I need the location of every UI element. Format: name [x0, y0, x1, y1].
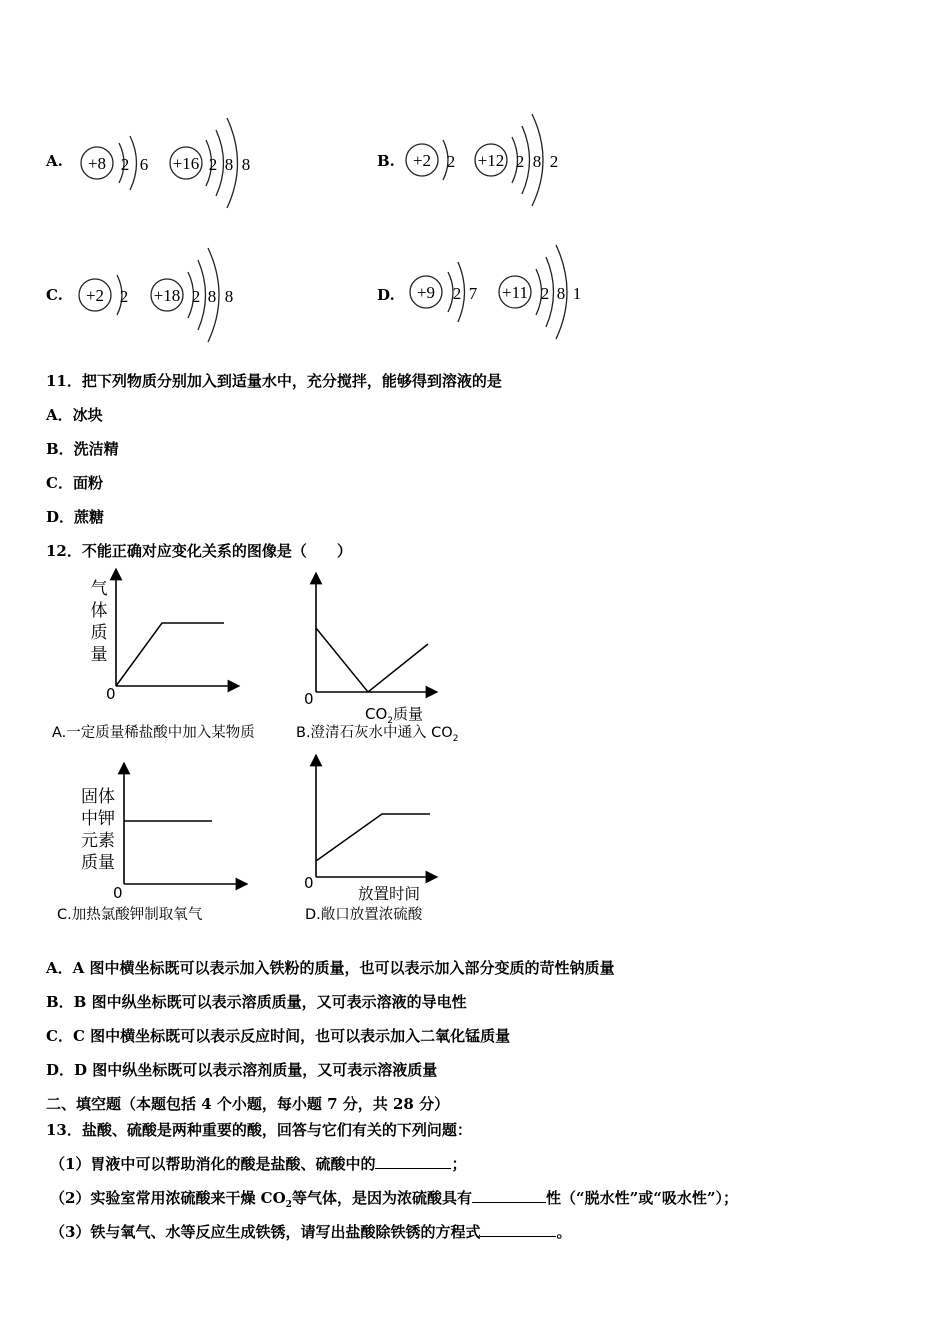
nucleus-charge: +16	[172, 154, 200, 173]
graph-b-caption: B.澄清石灰水中通入 $CO_2$	[296, 725, 459, 744]
q11-option-b: B．洗洁精	[46, 440, 119, 458]
graph-d-origin: 0	[304, 874, 314, 892]
graph-a-caption: A.一定质量稀盐酸中加入某物质	[52, 725, 255, 741]
q13-part3-blank[interactable]	[480, 1222, 556, 1237]
shell-count: 8	[241, 155, 251, 174]
graph-b-origin: 0	[304, 690, 314, 708]
q13-part2-blank[interactable]	[472, 1188, 546, 1203]
q11-option-d: D．蔗糖	[46, 508, 105, 526]
option-a-letter: A.	[46, 152, 63, 170]
graph-d-curve	[316, 814, 430, 861]
shell-count: 2	[452, 284, 462, 303]
nucleus-charge: +2	[412, 151, 432, 170]
shell-count: 2	[446, 152, 456, 171]
shell-count: 7	[468, 284, 478, 303]
section-2-title: 二、填空题（本题包括 4 个小题，每小题 7 分，共 28 分）	[46, 1095, 450, 1113]
shell-count: 2	[120, 155, 130, 174]
graph-a	[100, 568, 245, 703]
q12-stem: 12．不能正确对应变化关系的图像是（ ）	[46, 542, 352, 560]
q13-stem: 13．盐酸、硫酸是两种重要的酸，回答与它们有关的下列问题：	[46, 1121, 472, 1139]
nucleus-charge: +18	[153, 286, 181, 305]
graph-d	[298, 752, 443, 892]
shell-count: 2	[191, 287, 201, 306]
shell-count: 2	[540, 284, 550, 303]
shell-count: 2	[119, 287, 129, 306]
nucleus-charge: +8	[87, 154, 107, 173]
option-c-letter: C.	[46, 286, 63, 304]
q11-option-a: A．冰块	[46, 406, 103, 424]
atom-diagrams	[0, 90, 950, 360]
graph-a-ylabel: 气 体 质 量	[90, 579, 108, 665]
graph-c-ylabel: 固体 中钾 元素 质量	[81, 787, 115, 873]
q12-option-d: D．D 图中纵坐标既可以表示溶剂质量，又可表示溶液质量	[46, 1061, 438, 1079]
shell-count: 6	[139, 155, 149, 174]
option-b-letter: B.	[377, 152, 395, 170]
shell-count: 8	[224, 155, 234, 174]
nucleus-charge: +12	[477, 151, 505, 170]
shell-count: 8	[532, 152, 542, 171]
option-d-letter: D.	[377, 286, 395, 304]
graph-d-caption: D.敞口放置浓硫酸	[305, 907, 423, 923]
q12-option-b: B．B 图中纵坐标既可以表示溶质质量，又可表示溶液的导电性	[46, 993, 467, 1011]
graph-b-curve	[316, 628, 428, 692]
graph-b-xlabel: $CO_2$质量	[365, 705, 424, 726]
graph-a-curve	[116, 623, 224, 686]
q13-part3: （3）铁与氧气、水等反应生成铁锈，请写出盐酸除铁锈的方程式 。	[50, 1223, 572, 1241]
shell-count: 2	[549, 152, 559, 171]
shell-count: 2	[208, 155, 218, 174]
shell-count: 8	[556, 284, 566, 303]
graph-a-origin: 0	[106, 685, 116, 703]
graph-c-caption: C.加热氯酸钾制取氧气	[57, 907, 203, 923]
shell-count: 2	[515, 152, 525, 171]
graph-c	[108, 762, 248, 902]
q12-option-a: A．A 图中横坐标既可以表示加入铁粉的质量，也可以表示加入部分变质的苛性钠质量	[46, 959, 615, 977]
graph-b	[298, 570, 443, 710]
q13-part1: （1）胃液中可以帮助消化的酸是盐酸、硫酸中的 ；	[50, 1155, 467, 1173]
nucleus-charge: +11	[502, 283, 528, 302]
q11-option-c: C．面粉	[46, 474, 103, 492]
shell-count: 8	[207, 287, 217, 306]
shell-count: 1	[572, 284, 582, 303]
q13-part1-blank[interactable]	[375, 1154, 451, 1169]
q12-option-c: C．C 图中横坐标既可以表示反应时间，也可以表示加入二氧化锰质量	[46, 1027, 511, 1045]
shell-count: 8	[224, 287, 234, 306]
graph-d-xlabel: 放置时间	[358, 885, 421, 903]
nucleus-charge: +9	[416, 283, 436, 302]
graph-c-origin: 0	[113, 884, 123, 902]
q11-stem: 11．把下列物质分别加入到适量水中，充分搅拌，能够得到溶液的是	[46, 372, 502, 390]
nucleus-charge: +2	[85, 286, 105, 305]
q13-part2: （2）实验室常用浓硫酸来干燥 $CO_2$等气体，是因为浓硫酸具有 性（“脱水性”或“吸水性”）；	[50, 1189, 738, 1210]
